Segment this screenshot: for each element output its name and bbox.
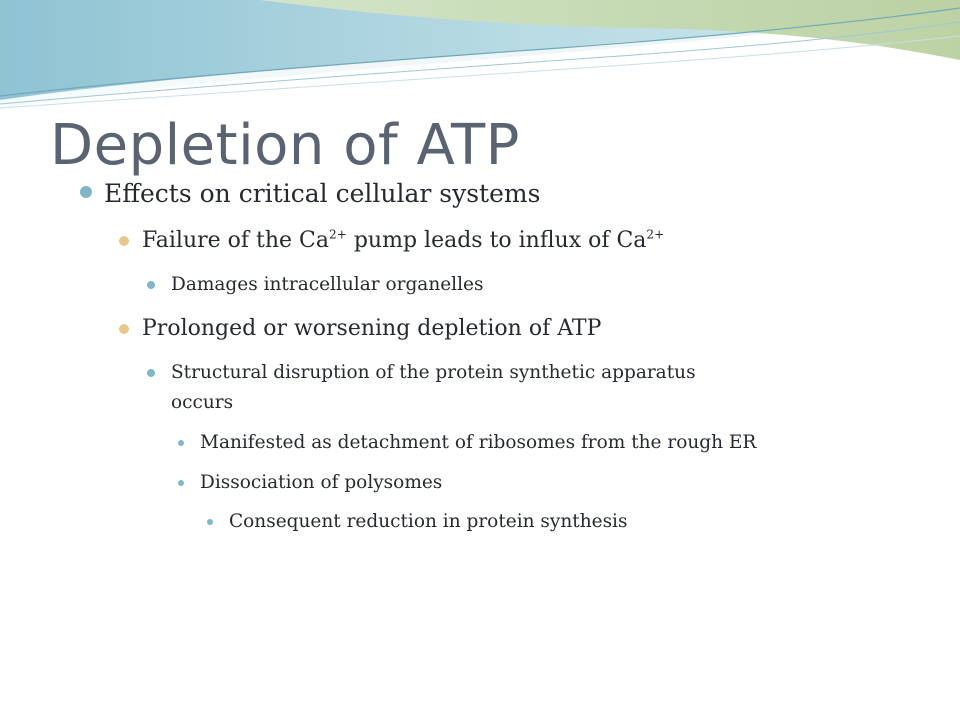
bullet-dot-icon [147, 369, 155, 377]
bullet-level5: Consequent reduction in protein synthesis [229, 511, 628, 532]
bullet-dot-icon [147, 281, 155, 289]
bullet-level3-line2: occurs [171, 392, 234, 413]
bullet-level2: Prolonged or worsening depletion of ATP [142, 316, 602, 341]
bullet-text: Failure of the Ca [142, 228, 330, 253]
bullet-dot-icon [119, 236, 129, 246]
bullet-level1: Effects on critical cellular systems [104, 179, 541, 208]
superscript-charge: 2+ [329, 227, 347, 242]
bullet-dot-icon [178, 440, 184, 446]
bullet-level2-ca-pump [142, 228, 664, 253]
bullet-level3-line1: Structural disruption of the protein synthetic apparatus [171, 362, 696, 383]
bullet-dot-icon [207, 519, 213, 525]
bullet-level4: Manifested as detachment of ribosomes from the rough ER [200, 432, 757, 453]
bullet-dot-icon [119, 324, 129, 334]
bullet-level3: Damages intracellular organelles [171, 274, 484, 295]
bullet-dot-icon [178, 480, 184, 486]
superscript-charge: 2+ [646, 227, 665, 242]
bullet-level4: Dissociation of polysomes [200, 472, 443, 493]
bullet-text: pump leads to influx of Ca [346, 228, 647, 253]
bullet-dot-icon [80, 186, 92, 198]
slide-title: Depletion of ATP [50, 113, 520, 178]
